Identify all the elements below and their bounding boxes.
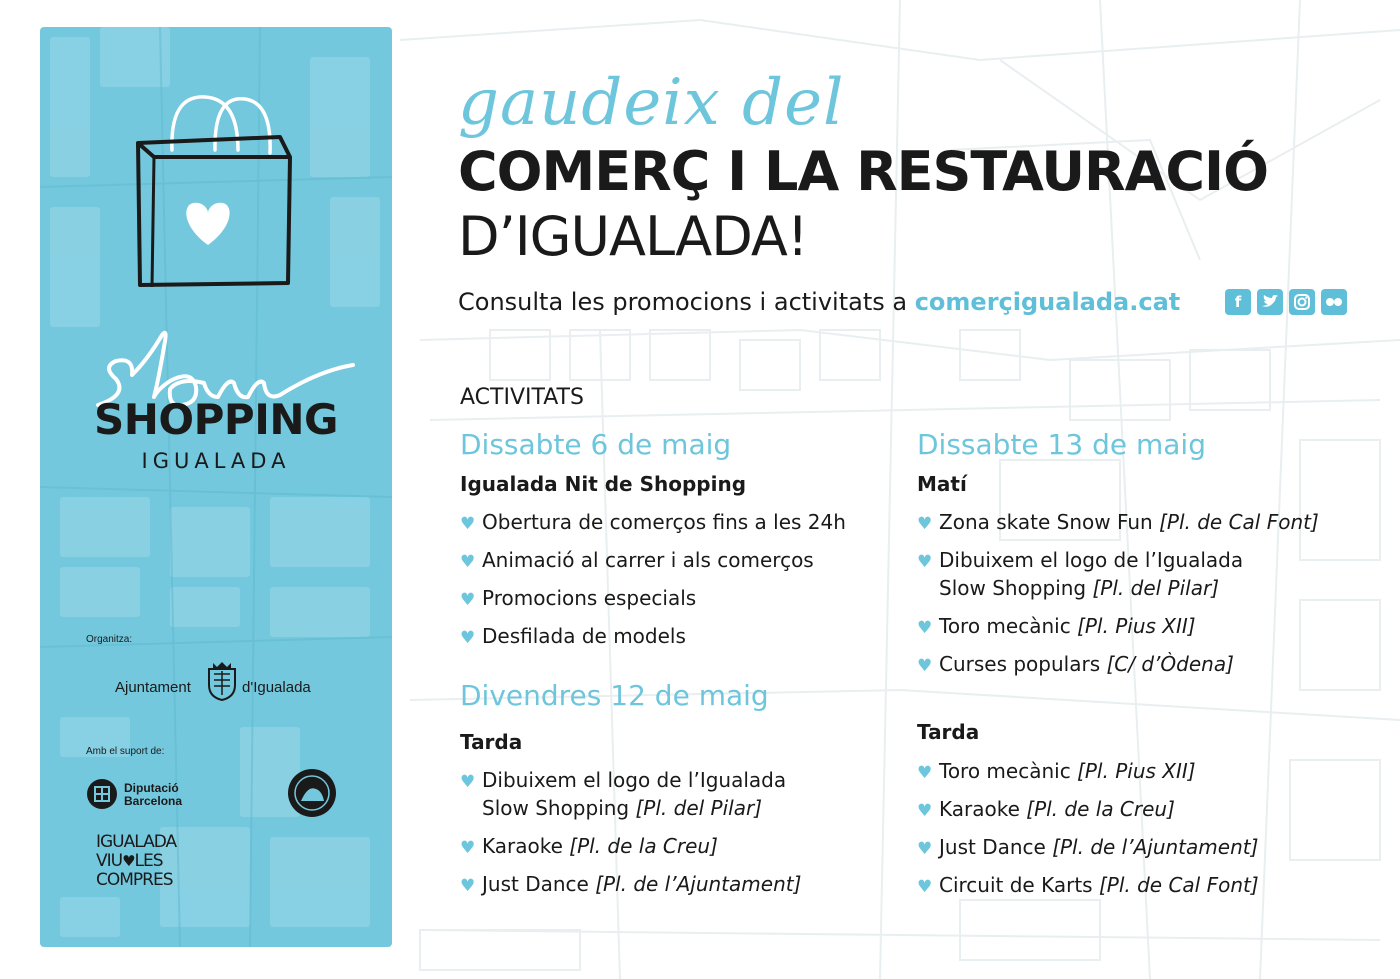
heart-bullet-icon: ♥ (917, 552, 933, 572)
list-item: ♥ Circuit de Karts [Pl. de Cal Font] (917, 871, 1259, 899)
social-icons (1225, 289, 1347, 315)
ajuntament-logo (115, 661, 355, 701)
day3-title: Dissabte 13 de maig (917, 428, 1206, 461)
day2-list (460, 766, 801, 898)
viu-line1: IGUALADA (96, 832, 177, 852)
diputacio-line2: Barcelona (124, 794, 183, 808)
list-item: ♥ Obertura de comerços fins a les 24h (460, 508, 846, 536)
instagram-icon[interactable] (1289, 289, 1315, 315)
organitza-label: Organitza: (86, 634, 133, 645)
heart-bullet-icon: ♥ (460, 838, 476, 858)
heart-bullet-icon: ♥ (460, 590, 476, 610)
list-item: ♥ Curses populars [C/ d’Òdena] (917, 650, 1319, 678)
list-item: ♥ Zona skate Snow Fun [Pl. de Cal Font] (917, 508, 1319, 536)
list-item: ♥ Dibuixem el logo de l’Igualada Slow Shopping [Pl. del Pilar] (917, 548, 1244, 600)
shopping-wordmark: SHOPPING (94, 395, 338, 444)
website-link[interactable]: comerçigualada.cat (914, 288, 1181, 316)
heart-icon: ♥ (122, 852, 135, 870)
heart-bullet-icon: ♥ (917, 656, 933, 676)
list-item: ♥ Animació al carrer i als comerços (460, 546, 846, 574)
day3-afternoon-subtitle: Tarda (917, 720, 980, 744)
gaudeix-del-text: gaudeix del (458, 66, 845, 140)
heart-bullet-icon: ♥ (460, 552, 476, 572)
day2-title: Divendres 12 de maig (460, 679, 769, 712)
day3-afternoon-list (917, 757, 1259, 899)
igualada-viu-les-compres-logo (96, 833, 176, 890)
list-item: ♥ Toro mecànic [Pl. Pius XII] (917, 612, 1319, 640)
suport-label: Amb el suport de: (86, 746, 165, 757)
headline: COMERÇ I LA RESTAURACIÓ (458, 140, 1269, 203)
flickr-icon[interactable] (1321, 289, 1347, 315)
day1-list (460, 508, 846, 650)
twitter-icon[interactable] (1257, 289, 1283, 315)
activitats-title: ACTIVITATS (460, 385, 584, 410)
diputacio-line1: Diputació (124, 781, 179, 795)
crest-icon (205, 661, 239, 701)
facebook-icon[interactable]: f (1225, 289, 1251, 315)
slow-shopping-panel (40, 27, 392, 947)
heart-bullet-icon: ♥ (460, 514, 476, 534)
day2-subtitle: Tarda (460, 730, 523, 754)
heart-bullet-icon: ♥ (917, 801, 933, 821)
heart-bullet-icon: ♥ (460, 876, 476, 896)
viu-line2a: VIU (96, 851, 123, 871)
heart-bullet-icon: ♥ (917, 763, 933, 783)
list-item: ♥ Just Dance [Pl. de l’Ajuntament] (460, 870, 801, 898)
centre-badge-icon (286, 767, 338, 819)
shopping-bag-icon (130, 95, 300, 325)
viu-line2b: LES (134, 851, 163, 871)
ajuntament-text-left: Ajuntament (115, 679, 191, 696)
list-item: ♥ Just Dance [Pl. de l’Ajuntament] (917, 833, 1259, 861)
list-item: ♥ Karaoke [Pl. de la Creu] (460, 832, 801, 860)
heart-bullet-icon: ♥ (917, 514, 933, 534)
ajuntament-text-right: d'Igualada (242, 679, 311, 696)
heart-bullet-icon: ♥ (917, 877, 933, 897)
list-item: ♥ Promocions especials (460, 584, 846, 612)
day1-subtitle: Igualada Nit de Shopping (460, 472, 747, 496)
heart-bullet-icon: ♥ (917, 618, 933, 638)
consulta-text: Consulta les promocions i activitats a (458, 288, 915, 316)
list-item: ♥ Dibuixem el logo de l’Igualada Slow Shopping [Pl. del Pilar] (460, 768, 787, 820)
heart-bullet-icon: ♥ (917, 839, 933, 859)
viu-line3: COMPRES (96, 870, 173, 890)
list-item: ♥ Desfilada de models (460, 622, 846, 650)
igualada-wordmark: IGUALADA (141, 449, 291, 473)
list-item: ♥ Karaoke [Pl. de la Creu] (917, 795, 1259, 823)
subheadline: D’IGUALADA! (458, 205, 808, 268)
diputacio-logo (86, 776, 206, 812)
consulta-line (458, 288, 1180, 316)
heart-bullet-icon: ♥ (460, 628, 476, 648)
list-item: ♥ Toro mecànic [Pl. Pius XII] (917, 757, 1259, 785)
heart-bullet-icon: ♥ (460, 772, 476, 792)
diputacio-icon (86, 778, 118, 810)
day3-morning-subtitle: Matí (917, 472, 967, 496)
day3-morning-list (917, 508, 1319, 678)
day1-title: Dissabte 6 de maig (460, 428, 732, 461)
